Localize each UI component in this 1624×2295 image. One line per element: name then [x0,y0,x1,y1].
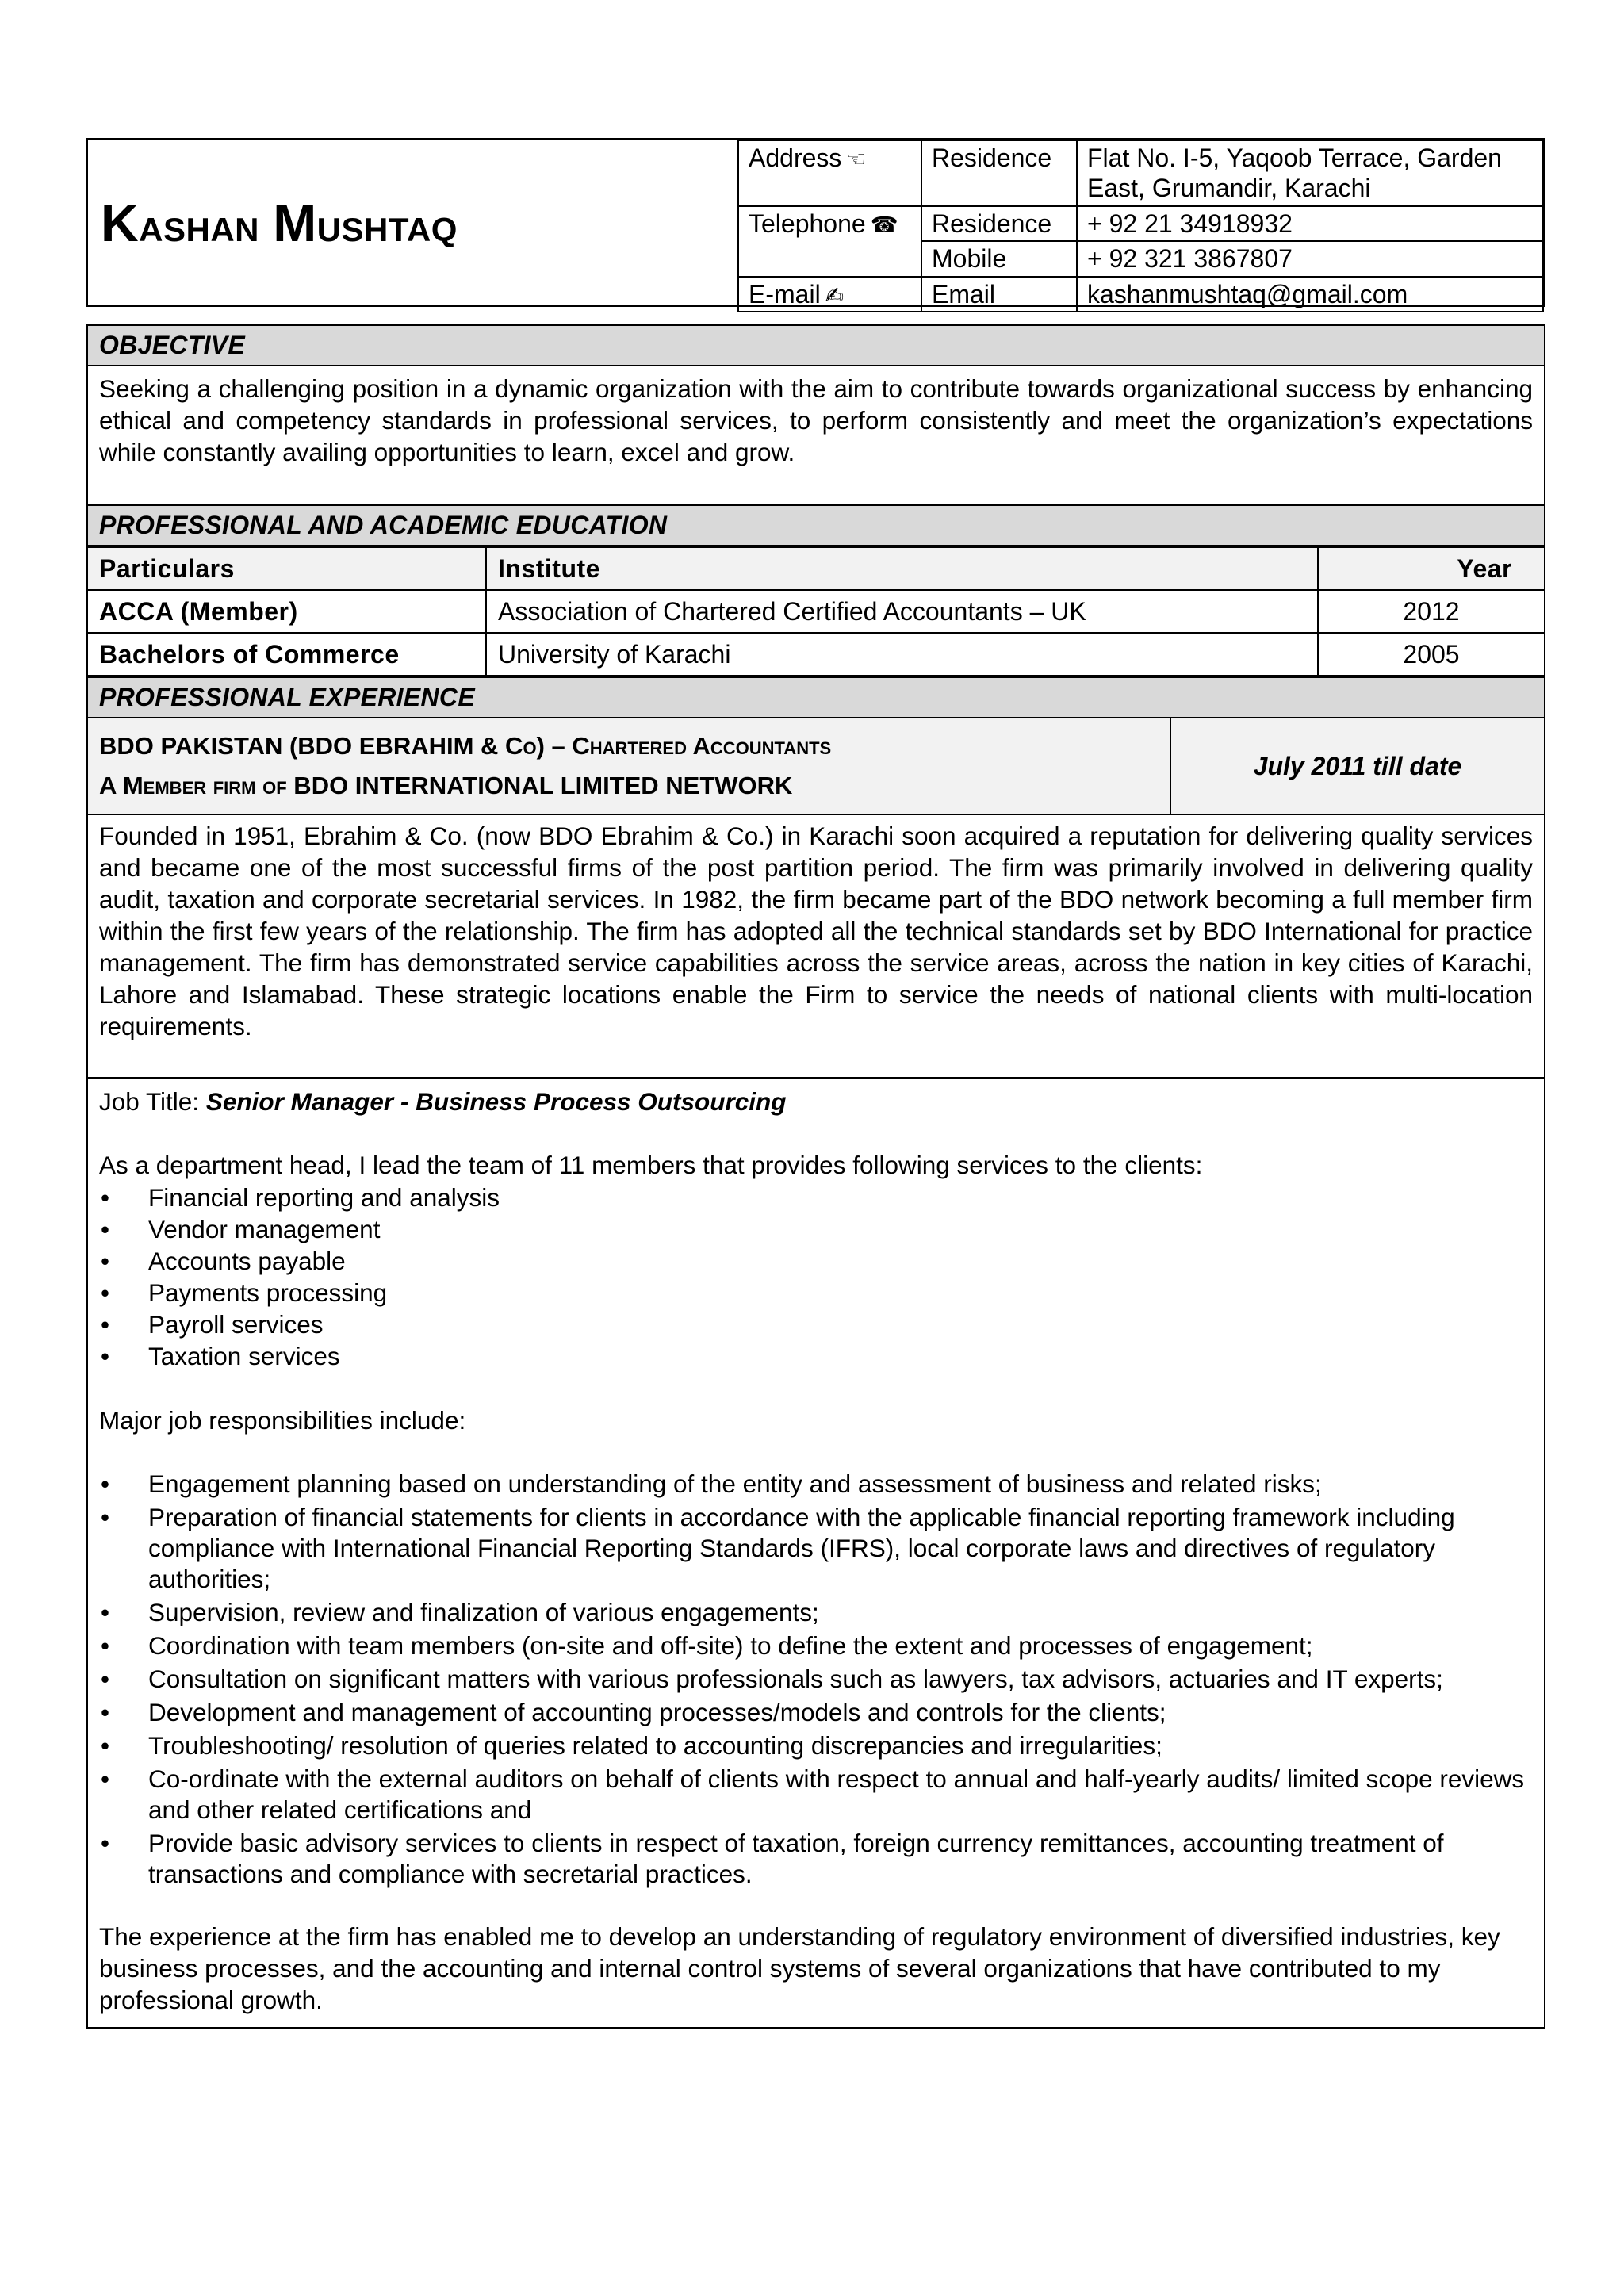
list-item: • Supervision, review and finalization of various engagements; [99,1597,1533,1628]
list-item: • Financial reporting and analysis [99,1182,1533,1213]
list-item: • Development and management of accounting processes/models and controls for the clients; [99,1697,1533,1728]
row-particular: ACCA (Member) [88,590,486,633]
table-row [88,633,1544,675]
table-row [88,590,1544,633]
responsibilities-intro: Major job responsibilities include: [99,1406,466,1435]
list-item: • Payments processing [99,1277,1533,1308]
experience-heading: PROFESSIONAL EXPERIENCE [88,678,1544,718]
writing-hand-icon: ✍ [825,282,845,308]
phone-mobile-type: Mobile [921,241,1077,276]
phone-residence-value: + 92 21 34918932 [1077,206,1543,241]
row-particular: Bachelors of Commerce [88,633,486,675]
email-label: E-mail ✍ [738,277,921,312]
address-value: Flat No. I-5, Yaqoob Terrace, Garden East, Grumandir, Karachi [1077,140,1543,206]
telephone-icon: ☎ [870,212,898,237]
employer-row [88,718,1544,815]
list-item: • Taxation services [99,1340,1533,1372]
col-header-institute: Institute [486,547,1318,590]
list-item: • Payroll services [99,1308,1533,1340]
objective-heading: OBJECTIVE [88,326,1544,366]
resume-page [86,138,1545,2029]
address-type: Residence [921,140,1077,206]
job-title: Senior Manager - Business Process Outsourcing [205,1087,787,1116]
objective-section [86,324,1545,506]
address-label: Address ☜ [738,140,921,206]
services-list [99,1182,1533,1372]
row-year: 2005 [1318,633,1544,675]
list-item: • Troubleshooting/ resolution of queries related to accounting discrepancies and irregularities; [99,1730,1533,1761]
list-item: • Provide basic advisory services to clients in respect of taxation, foreign currency remittances, accounting treatment of transactions and compliance with secretarial practices. [99,1828,1533,1890]
candidate-name: Kashan Mushtaq [101,193,458,252]
employment-period: July 2011 till date [1253,751,1462,780]
job-title-line: Job Title: Senior Manager - Business Process Outsourcing [99,1087,787,1116]
list-item: • Accounts payable [99,1245,1533,1277]
list-item: • Coordination with team members (on-site and off-site) to define the extent and processes of engagement; [99,1630,1533,1661]
contact-table [737,140,1544,312]
email-value[interactable]: kashanmushtaq@gmail.com [1077,277,1543,312]
row-year: 2012 [1318,590,1544,633]
list-item: • Vendor management [99,1213,1533,1245]
responsibilities-list [99,1469,1533,1890]
education-heading: PROFESSIONAL AND ACADEMIC EDUCATION [88,506,1544,546]
row-institute: Association of Chartered Certified Accountants – UK [486,590,1318,633]
row-institute: University of Karachi [486,633,1318,675]
list-item: • Co-ordinate with the external auditors on behalf of clients with respect to annual and half-yearly audits/ limited scope reviews and other related certifications and [99,1764,1533,1826]
education-table [88,546,1544,675]
services-intro: As a department head, I lead the team of 11 members that provides following services to the clients: [99,1151,1203,1179]
phone-residence-type: Residence [921,206,1077,241]
objective-text: Seeking a challenging position in a dynamic organization with the aim to contribute towards organizational success by enhancing ethical and competency standards in professional services, to perform consistently and meet the organization’s expectations while constantly availing opportunities to learn, excel and grow. [99,374,1533,466]
list-item: • Preparation of financial statements for clients in accordance with the applicable financial reporting framework including compliance with International Financial Reporting Standards (IFRS), local corporate laws and directives of regulatory authorities; [99,1502,1533,1595]
phone-mobile-value: + 92 321 3867807 [1077,241,1543,276]
list-item: • Engagement planning based on understanding of the entity and assessment of business and related risks; [99,1469,1533,1500]
education-header-row [88,547,1544,590]
employer-description: Founded in 1951, Ebrahim & Co. (now BDO Ebrahim & Co.) in Karachi soon acquired a reputation for delivering quality services and became one of the most successful firms of the post partition period. The firm was primarily involved in delivering quality audit, taxation and corporate secretarial services. In 1982, the firm became part of the BDO network becoming a full member firm within the first few years of the relationship. The firm has adopted all the technical standards set by BDO International for practice management. The firm has demonstrated service capabilities across the service areas, across the nation in key cities of Karachi, Lahore and Islamabad. These strategic locations enable the Firm to service the needs of national clients with multi-location requirements. [88,815,1544,1079]
list-item: • Consultation on significant matters with various professionals such as lawyers, tax advisors, actuaries and IT experts; [99,1664,1533,1695]
closing-statement: The experience at the firm has enabled me to develop an understanding of regulatory environment of diversified industries, key business processes, and the accounting and internal control systems of several organizations that have contributed to my professional growth. [99,1922,1500,2014]
col-header-particulars: Particulars [88,547,486,590]
job-details [88,1079,1544,2027]
experience-section [86,676,1545,2029]
telephone-label: Telephone ☎ [738,206,921,277]
col-header-year: Year [1318,547,1544,590]
pointing-hand-icon: ☜ [846,147,867,171]
name-cell [88,140,737,305]
email-type: Email [921,277,1077,312]
education-section [86,506,1545,676]
resume-header [86,138,1545,307]
employer-name: BDO PAKISTAN (BDO EBRAHIM & Co) – Chartered Accountants A Member firm of BDO INTERNATIONAL LIMITED NETWORK [88,718,1171,814]
